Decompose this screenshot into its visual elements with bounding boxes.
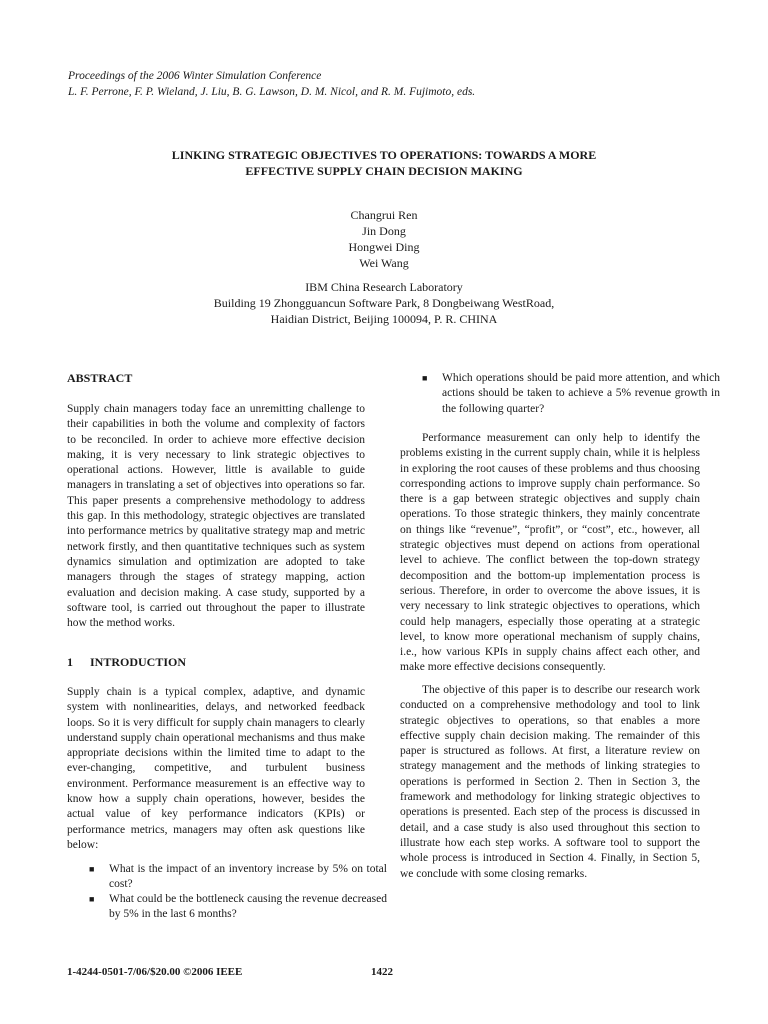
proceedings-header — [68, 68, 708, 100]
paper-title — [80, 147, 688, 179]
introduction-paragraph-2: Performance measurement can only help to identify the problems existing in the current supply chain, while it is helpless in exploring the root causes of these problems and thus choosing corresponding actions to improve supply chain performance. So there is a gap between strategic objectives and supply chain operations. To those strategic thinkers, they mainly concentrate on things like “revenue”, “profit”, or “cost”, etc., however, all strategic objectives must depend on actions from operational level to achieve. The conflict between the top-down strategy decomposition and the bottom-up implementation process is serious. Therefore, in order to overcome the above issues, it is very necessary to link strategic objectives to operations, which could help managers, especially those operating at a strategic level, to know more operational mechanism of supply chains, i.e., how various KPIs in supply chains affect each other, and make more effective decisions consequently. — [400, 432, 700, 674]
author-name: Jin Dong — [362, 224, 406, 238]
list-item-text: What could be the bottleneck causing the revenue decreased by 5% in the last 6 months? — [109, 893, 387, 921]
list-item-text: What is the impact of an inventory increase by 5% on total cost? — [109, 863, 387, 891]
list-item-text: Which operations should be paid more attention, and which actions should be taken to achieve a 5% revenue growth in the following quarter? — [442, 372, 720, 415]
abstract-heading: ABSTRACT — [67, 371, 133, 385]
title-line-1: LINKING STRATEGIC OBJECTIVES TO OPERATIONS: TOWARDS A MORE — [171, 148, 597, 162]
abstract-text: Supply chain managers today face an unremitting challenge to their capabilities in both the volume and complexity of factors to be reconciled. In order to achieve more effective decision making, it is very necessary to link strategic objectives to operational actions. However, little is available to guide managers in translating a set of objectives into operations so far. This paper presents a comprehensive methodology to address this gap. In this methodology, strategic objectives are translated into performance metrics by qualitative strategy map and metric network firstly, and then quantitative techniques such as system dynamics simulation and optimization are adopted to take managers through the stages of strategy mapping, action evaluation and decision making. A case study, supported by a software tool, is carried out throughout the paper to illustrate how the method works. — [67, 403, 365, 630]
affiliation-line: IBM China Research Laboratory — [305, 280, 463, 294]
bullet-icon: ■ — [89, 894, 95, 904]
introduction-paragraph-1: Supply chain is a typical complex, adaptive, and dynamic system with nonlinearities, delays, and networked feedback loops. So it is very difficult for supply chain managers to clearly understand supply chain operational mechanisms and thus make appropriate decisions within the limited time to adapt to the ever-changing, competitive, and turbulent business environment. Performance measurement is an effective way to know how a supply chain operations, however, besides the actual value of key performance indicators (KPIs) or performance metrics, managers may often ask questions like below: — [67, 686, 365, 851]
list-item — [422, 371, 720, 417]
author-list — [184, 207, 584, 271]
author-name: Hongwei Ding — [348, 240, 420, 254]
bullet-icon: ■ — [89, 864, 95, 874]
affiliation-line: Building 19 Zhongguancun Software Park, 8 Dongbeiwang WestRoad, — [213, 296, 555, 310]
list-item — [89, 862, 387, 893]
section-number: 1 — [67, 655, 73, 669]
affiliation-line: Haidian District, Beijing 100094, P. R. CHINA — [270, 312, 498, 326]
introduction-paragraph-3: The objective of this paper is to describe our research work conducted on a comprehensive methodology and tool to link strategic objectives to operations, so that enables a more effective supply chain decision making. The remainder of this paper is structured as follows. At first, a literature review on strategy management and the methods of linking strategies to operations is performed in Section 2. Then in Section 3, the framework and methodology for linking strategic objectives to operations is presented. Each step of the process is discussed in detail, and a case study is also used throughout this section to illustrate how each step works. A software tool to support the whole process is introduced in Section 4. Finally, in Section 5, we conclude with some closing remarks. — [400, 684, 700, 880]
title-line-2: EFFECTIVE SUPPLY CHAIN DECISION MAKING — [245, 164, 523, 178]
copyright-notice: 1-4244-0501-7/06/$20.00 ©2006 IEEE — [67, 966, 243, 978]
page-number: 1422 — [371, 966, 393, 978]
bullet-icon: ■ — [422, 373, 428, 383]
introduction-heading: INTRODUCTION — [90, 655, 187, 669]
list-item — [89, 892, 387, 923]
proceedings-line: Proceedings of the 2006 Winter Simulation Conference — [68, 70, 322, 82]
author-name: Changrui Ren — [350, 208, 418, 222]
affiliation — [134, 279, 634, 327]
editors-line: L. F. Perrone, F. P. Wieland, J. Liu, B. G. Lawson, D. M. Nicol, and R. M. Fujimoto, eds. — [68, 86, 476, 98]
author-name: Wei Wang — [359, 256, 409, 270]
